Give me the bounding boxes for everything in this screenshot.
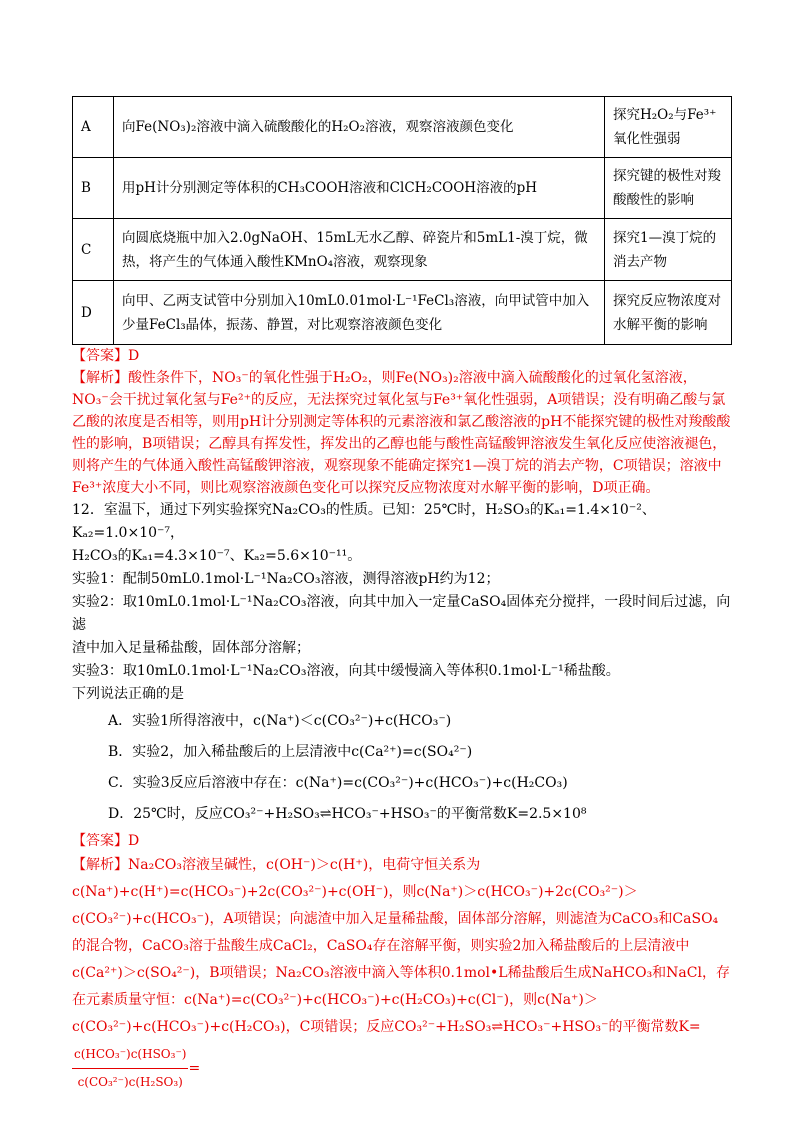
row-label: D	[73, 281, 114, 345]
q12-experiment-1: 实验1：配制50mL0.1mol·L⁻¹Na₂CO₃溶液，测得溶液pH约为12；	[72, 571, 500, 587]
document-page	[72, 96, 732, 1096]
q12-question: 下列说法正确的是	[72, 686, 184, 702]
analysis-text: 酸性条件下，NO₃⁻的氧化性强于H₂O₂，则Fe(NO₃)₂溶液中滴入硫酸酸化的过氧化氢溶液，NO₃⁻会干扰过氧化氢与Fe²⁺的反应，无法探究过氧化氢与Fe³⁺氧化性强弱，A项错误；没有明确乙酸与氯乙酸的浓度是否相等，则用pH计分别测定等体积的元素溶液和氯乙酸溶液的pH不能探究键的极性对羧酸酸性的影响，B项错误；乙醇具有挥发性，挥发出的乙醇也能与酸性高锰酸钾溶液发生氧化反应使溶液褪色，则将产生的气体通入酸性高锰酸钾溶液，观察现象不能确定探究1—溴丁烷的消去产物，C项错误；溶液中Fe³⁺浓度大小不同，则比观察溶液颜色变化可以探究反应物浓度对水解平衡的影响，D项正确。	[72, 370, 731, 496]
q11-answer: 【答案】D	[72, 348, 140, 364]
row-purpose: 探究1—溴丁烷的消去产物	[605, 219, 732, 281]
row-content: 向Fe(NO₃)₂溶液中滴入硫酸酸化的H₂O₂溶液，观察溶液颜色变化	[114, 97, 605, 158]
equilibrium-fraction	[72, 1041, 188, 1096]
row-purpose: 探究H₂O₂与Fe³⁺氧化性强弱	[605, 97, 732, 158]
row-content: 用pH计分别测定等体积的CH₃COOH溶液和ClCH₂COOH溶液的pH	[114, 158, 605, 219]
table-row	[73, 158, 732, 219]
q12-experiment-2-cont: 渣中加入足量稀盐酸，固体部分溶解；	[72, 640, 310, 656]
analysis-text: Na₂CO₃溶液呈碱性，c(OH⁻)＞c(H⁺)，电荷守恒关系为c(Na⁺)+c(H⁺)=c(HCO₃⁻)+2c(CO₃²⁻)+c(OH⁻)，则c(Na⁺)＞c(HCO₃⁻)+2c(CO₃²⁻)＞c(CO₃²⁻)+c(HCO₃⁻)，A项错误；向滤渣中加入足量稀盐酸，固体部分溶解，则滤渣为CaCO₃和CaSO₄的混合物，CaCO₃溶于盐酸生成CaCl₂，CaSO₄存在溶解平衡，则实验2加入稀盐酸后的上层清液中c(Ca²⁺)＞c(SO₄²⁻)，B项错误；Na₂CO₃溶液中滴入等体积0.1mol•L稀盐酸后生成NaHCO₃和NaCl，存在元素质量守恒：c(Na⁺)=c(CO₃²⁻)+c(HCO₃⁻)+c(H₂CO₃)+c(Cl⁻)，则c(Na⁺)＞c(CO₃²⁻)+c(HCO₃⁻)+c(H₂CO₃)，C项错误；反应CO₃²⁻+H₂SO₃⇌HCO₃⁻+HSO₃⁻的平衡常数K=	[72, 857, 730, 1035]
q11-analysis	[72, 367, 732, 499]
option-d: D．25℃时，反应CO₃²⁻+H₂SO₃⇌HCO₃⁻+HSO₃⁻的平衡常数K=2.5×10⁸	[108, 806, 587, 822]
option-c: C．实验3反应后溶液中存在：c(Na⁺)=c(CO₃²⁻)+c(HCO₃⁻)+c(H₂CO₃)	[108, 775, 568, 791]
table-row	[73, 97, 732, 158]
q12-experiment-2: 实验2：取10mL0.1mol·L⁻¹Na₂CO₃溶液，向其中加入一定量CaSO₄固体充分搅拌，一段时间后过滤，向滤	[72, 594, 731, 633]
q12-answer: 【答案】D	[72, 833, 140, 849]
option-a: A．实验1所得溶液中，c(Na⁺)＜c(CO₃²⁻)+c(HCO₃⁻)	[108, 713, 452, 729]
row-content: 向圆底烧瓶中加入2.0gNaOH、15mL无水乙醇、碎瓷片和5mL1-溴丁烷，微热，将产生的气体通入酸性KMnO₄溶液，观察现象	[114, 219, 605, 281]
table-row	[73, 281, 732, 345]
analysis-tag: 【解析】	[72, 370, 128, 386]
q12-stem-line: 12．室温下，通过下列实验探究Na₂CO₃的性质。已知：25℃时，H₂SO₃的Kₐ₁=1.4×10⁻²、Kₐ₂=1.0×10⁻⁷，	[72, 502, 656, 541]
fraction-denominator: c(CO₃²⁻)c(H₂SO₃)	[77, 1075, 183, 1089]
row-purpose: 探究键的极性对羧酸酸性的影响	[605, 158, 732, 219]
row-label: B	[73, 158, 114, 219]
row-label: C	[73, 219, 114, 281]
row-purpose: 探究反应物浓度对水解平衡的影响	[605, 281, 732, 345]
fraction-tail: =	[188, 1060, 201, 1077]
fraction-numerator: c(HCO₃⁻)c(HSO₃⁻)	[72, 1041, 188, 1069]
q12-experiment-3: 实验3：取10mL0.1mol·L⁻¹Na₂CO₃溶液，向其中缓慢滴入等体积0.1mol·L⁻¹稀盐酸。	[72, 663, 620, 679]
q12-stem	[72, 499, 732, 830]
row-label: A	[73, 97, 114, 158]
q12-stem-line: H₂CO₃的Kₐ₁=4.3×10⁻⁷、Kₐ₂=5.6×10⁻¹¹。	[72, 548, 362, 564]
analysis-tag: 【解析】	[72, 857, 128, 873]
option-b: B．实验2，加入稀盐酸后的上层清液中c(Ca²⁺)=c(SO₄²⁻)	[108, 744, 473, 760]
row-content: 向甲、乙两支试管中分别加入10mL0.01mol·L⁻¹FeCl₃溶液，向甲试管中加入少量FeCl₃晶体，振荡、静置，对比观察溶液颜色变化	[114, 281, 605, 345]
experiment-table	[72, 96, 732, 345]
table-row	[73, 219, 732, 281]
q12-analysis	[72, 852, 732, 1096]
